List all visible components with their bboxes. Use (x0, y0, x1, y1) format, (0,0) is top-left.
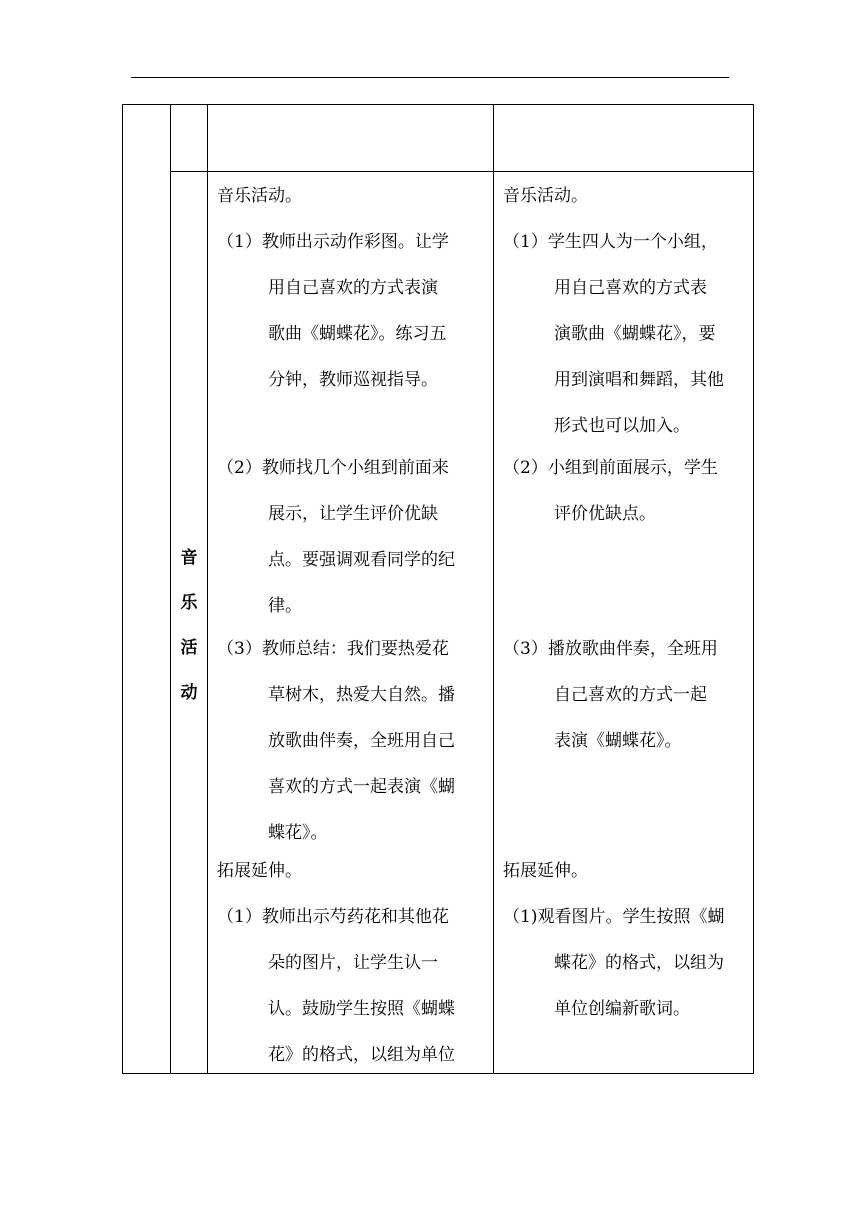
header-rule (131, 77, 729, 78)
row-divider (170, 171, 754, 172)
student-extension-step-1: （1)观看图片。学生按照《蝴 蝶花》的格式，以组为 单位创编新歌词。 (503, 907, 725, 1019)
teacher-music-heading: 音乐活动。 (217, 186, 302, 206)
column-divider (493, 104, 494, 1074)
teacher-step-2: （2）教师找几个小组到前面来 展示，让学生评价优缺 点。要强调观看同学的纪 律。 (217, 458, 455, 616)
table-border-top (122, 104, 754, 105)
student-step-1: （1）学生四人为一个小组， 用自己喜欢的方式表 演歌曲《蝴蝶花》，要 用到演唱和舞蹈，其他 形式也可以加入。 (503, 232, 724, 436)
teacher-step-1: （1）教师出示动作彩图。让学 用自己喜欢的方式表演 歌曲《蝴蝶花》。练习五 分钟，教师巡视指导。 (217, 232, 449, 390)
student-extension-heading: 拓展延伸。 (503, 861, 588, 881)
student-step-3: （3）播放歌曲伴奏，全班用 自己喜欢的方式一起 表演《蝴蝶花》。 (503, 639, 718, 751)
lesson-table (122, 104, 754, 1074)
section-label: 音 乐 活 动 (180, 548, 198, 703)
student-step-2: （2）小组到前面展示，学生 评价优缺点。 (503, 458, 718, 524)
teacher-step-3: （3）教师总结：我们要热爱花 草树木，热爱大自然。播 放歌曲伴奏，全班用自己 喜欢的方式一起表演《蝴 蝶花》。 (217, 639, 455, 843)
table-border-left (122, 104, 123, 1074)
teacher-extension-step-1: （1）教师出示芍药花和其他花 朵的图片，让学生认一 认。鼓励学生按照《蝴蝶 花》的格式，以组为单位 (217, 907, 455, 1065)
student-music-heading: 音乐活动。 (503, 186, 588, 206)
teacher-extension-heading: 拓展延伸。 (217, 861, 302, 881)
table-border-right (753, 104, 754, 1074)
